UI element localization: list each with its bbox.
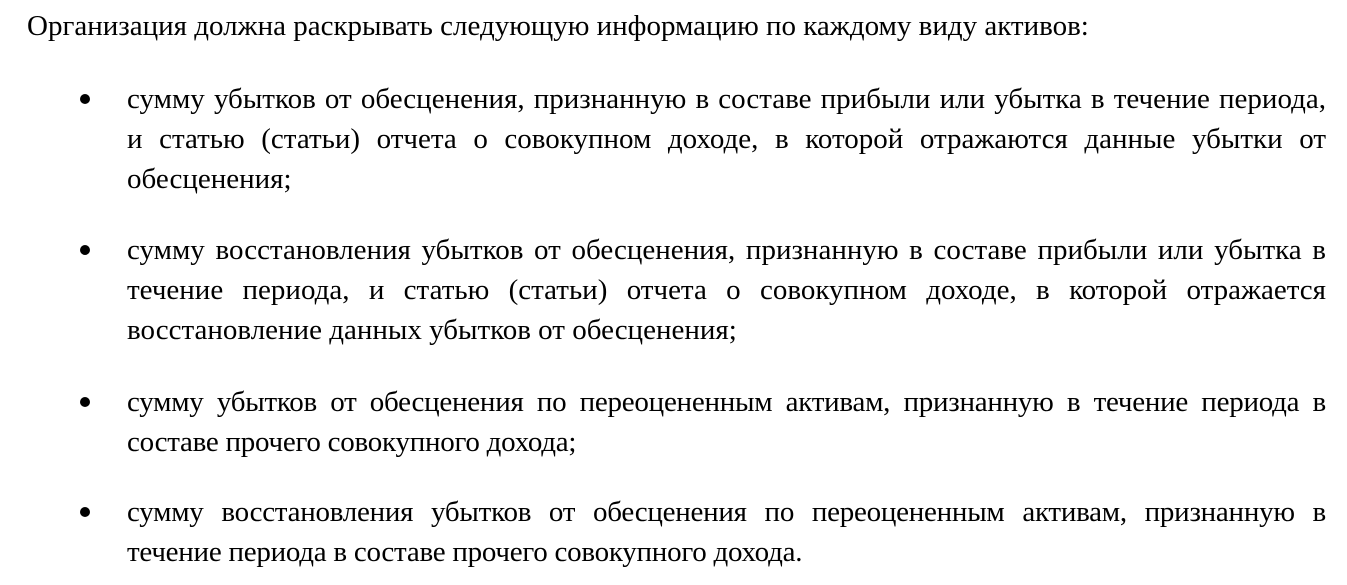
bullet-text: сумму убытков от обесценения по переоцененным активам, признанную в течение периода в составе прочего совокупного дохода; <box>127 386 1326 458</box>
bullet-text: сумму убытков от обесценения, признанную в составе прибыли или убытка в течение периода, и статью (статьи) отчета о совокупном доходе, в которой отражаются данные убытки от обесценения; <box>127 83 1326 195</box>
intro-paragraph: Организация должна раскрывать следующую информацию по каждому виду активов: <box>27 10 1089 42</box>
bullet-icon <box>80 245 90 255</box>
bullet-text: сумму восстановления убытков от обесценения, признанную в составе прибыли или убытка в течение периода, и статью (статьи) отчета о совокупном доходе, в которой отражается восстановление данных убытков от обесценения; <box>127 234 1326 346</box>
bullet-text: сумму восстановления убытков от обесценения по переоцененным активам, признанную в течение периода в составе прочего совокупного дохода. <box>127 496 1326 568</box>
bullet-icon <box>80 94 90 104</box>
bullet-icon <box>80 507 90 517</box>
bullet-icon <box>80 397 90 407</box>
